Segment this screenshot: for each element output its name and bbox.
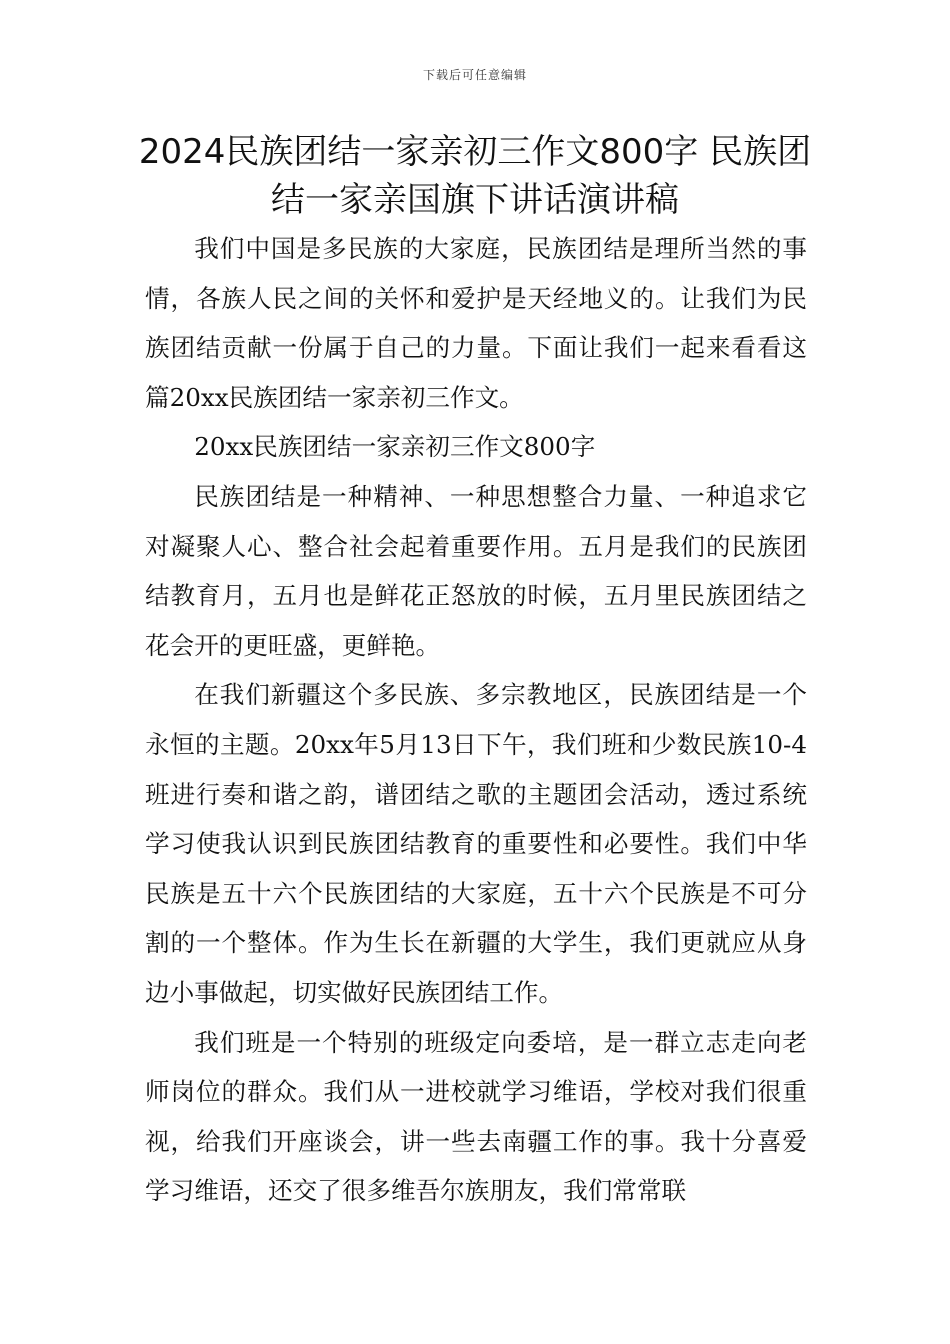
header-note: 下载后可任意编辑 <box>422 68 527 82</box>
paragraph-2: 在我们新疆这个多民族、多宗教地区，民族团结是一个永恒的主题。20xx年5月13日下午，我们班和少数民族10-4班进行奏和谐之韵，谱团结之歌的主题团会活动，透过系统学习使我认识到民族团结教育的重要性和必要性。我们中华民族是五十六个民族团结的大家庭，五十六个民族是不可分割的一个整体。作为生长在新疆的大学生，我们更就应从身边小事做起，切实做好民族团结工作。 <box>145 680 807 1007</box>
paragraph-subheading: 20xx民族团结一家亲初三作文800字 <box>194 432 596 462</box>
paragraph-1: 民族团结是一种精神、一种思想整合力量、一种追求它对凝聚人心、整合社会起着重要作用。五月是我们的民族团结教育月，五月也是鲜花正怒放的时候，五月里民族团结之花会开的更旺盛，更鲜艳。 <box>145 481 807 660</box>
paragraph-3: 我们班是一个特别的班级定向委培，是一群立志走向老师岗位的群众。我们从一进校就学习维语，学校对我们很重视，给我们开座谈会，讲一些去南疆工作的事。我十分喜爱学习维语，还交了很多维吾尔族朋友，我们常常联 <box>145 1027 807 1206</box>
document-title: 2024民族团结一家亲初三作文800字 民族团结一家亲国旗下讲话演讲稿 <box>138 132 812 220</box>
paragraph-intro: 我们中国是多民族的大家庭，民族团结是理所当然的事情，各族人民之间的关怀和爱护是天经地义的。让我们为民族团结贡献一份属于自己的力量。下面让我们一起来看看这篇20xx民族团结一家亲初三作文。 <box>145 234 807 412</box>
document-body <box>145 224 807 1216</box>
